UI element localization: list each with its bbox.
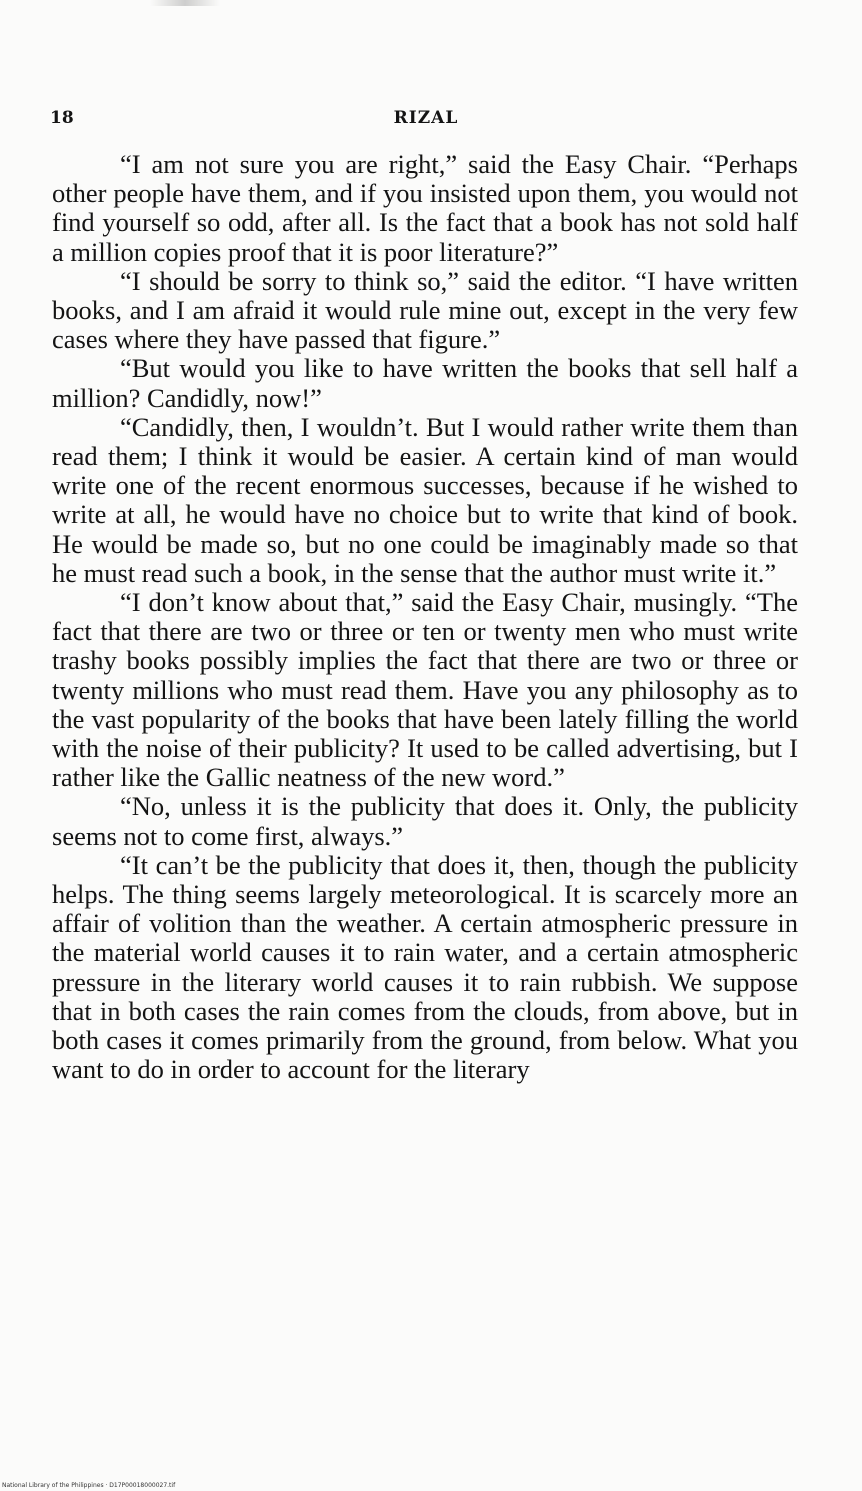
page-number: 18 — [50, 108, 74, 128]
page-header — [50, 108, 802, 132]
body-text — [52, 150, 798, 1085]
paragraph-4: “Candidly, then, I wouldn’t. But I would rather write them than read them; I think it would be easier. A certain kind of man would write one of the recent enormous successes, because if he wished to write at all, he would have no choice but to write that kind of book. He would be made so, but no one could be imaginably made so that he must read such a book, in the sense that the author must write it.” — [52, 411, 798, 588]
paragraph-1: “I am not sure you are right,” said the Easy Chair. “Perhaps other people have them, and if you insisted upon them, you would not find yourself so odd, after all. Is the fact that a book has not sold half a million copies proof that it is poor literature?” — [52, 149, 798, 267]
running-title: RIZAL — [393, 108, 459, 128]
paragraph-7: “It can’t be the publicity that does it, then, though the publicity helps. The thing seems largely meteorological. It is scarcely more an affair of volition than the weather. A certain atmospheric pressure in the material world causes it to rain water, and a certain atmospheric pressure in the literary world causes it to rain rubbish. We suppose that in both cases the rain comes from the clouds, from above, but in both cases it comes primarily from the ground, from below. What you want to do in order to account for the literary — [52, 849, 798, 1085]
paragraph-3: “But would you like to have written the books that sell half a million? Candidly, now!” — [52, 353, 798, 413]
paragraph-5: “I don’t know about that,” said the Easy Chair, musingly. “The fact that there are two or three or ten or twenty men who must write trashy books possibly implies the fact that there are two or three or twenty millions who must read them. Have you any philosophy as to the vast popularity of the books that have been lately filling the world with the noise of their publicity? It used to be called advertising, but I rather like the Gallic neatness of the new word.” — [52, 587, 798, 793]
paragraph-6: “No, unless it is the publicity that does it. Only, the publicity seems not to come first, always.” — [52, 791, 798, 851]
paragraph-2: “I should be sorry to think so,” said the editor. “I have written books, and I am afraid it would rule mine out, except in the very few cases where they have passed that figure.” — [52, 265, 798, 355]
scan-credit: National Library of the Philippines · D17P00018000027.tif — [2, 1482, 176, 1489]
scan-edge-mark — [150, 0, 220, 6]
